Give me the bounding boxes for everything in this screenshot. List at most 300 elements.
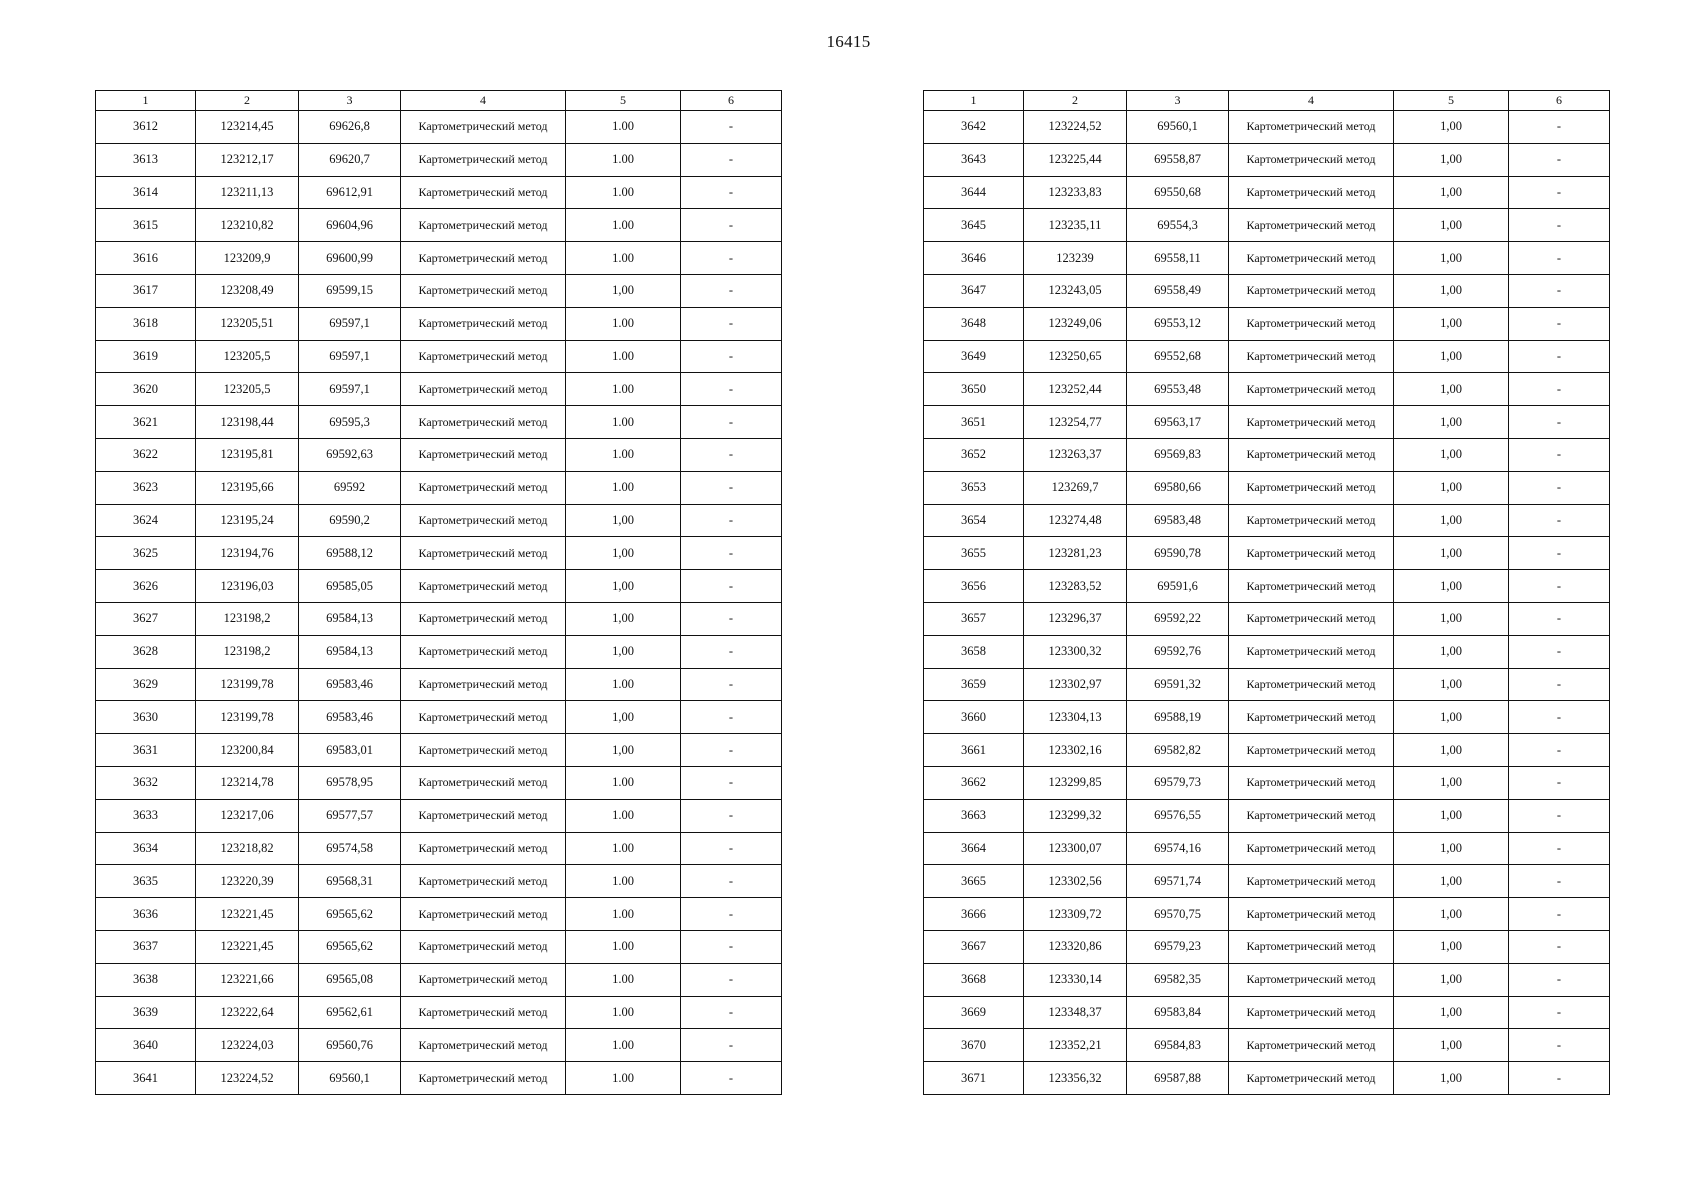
note-cell: -	[681, 602, 782, 635]
method-cell: Картометрический метод	[401, 111, 566, 144]
point-number-cell: 3617	[96, 274, 196, 307]
table-row	[924, 635, 1610, 668]
x-coordinate-cell: 123198,44	[196, 406, 299, 439]
y-coordinate-cell: 69592	[299, 471, 401, 504]
x-coordinate-cell: 123195,81	[196, 438, 299, 471]
method-cell: Картометрический метод	[401, 766, 566, 799]
method-cell: Картометрический метод	[401, 438, 566, 471]
x-coordinate-cell: 123300,07	[1024, 832, 1127, 865]
accuracy-cell: 1.00	[566, 340, 681, 373]
y-coordinate-cell: 69563,17	[1127, 406, 1229, 439]
accuracy-cell: 1.00	[566, 406, 681, 439]
method-cell: Картометрический метод	[401, 668, 566, 701]
coordinates-table-left	[95, 90, 782, 1095]
column-header-3: 3	[299, 91, 401, 111]
point-number-cell: 3637	[96, 930, 196, 963]
table-row	[924, 1029, 1610, 1062]
note-cell: -	[1509, 635, 1610, 668]
table-row	[96, 865, 782, 898]
table-row	[96, 963, 782, 996]
x-coordinate-cell: 123195,66	[196, 471, 299, 504]
accuracy-cell: 1.00	[566, 930, 681, 963]
note-cell: -	[1509, 832, 1610, 865]
x-coordinate-cell: 123249,06	[1024, 307, 1127, 340]
point-number-cell: 3648	[924, 307, 1024, 340]
accuracy-cell: 1.00	[566, 438, 681, 471]
y-coordinate-cell: 69592,63	[299, 438, 401, 471]
point-number-cell: 3650	[924, 373, 1024, 406]
method-cell: Картометрический метод	[401, 242, 566, 275]
y-coordinate-cell: 69550,68	[1127, 176, 1229, 209]
x-coordinate-cell: 123214,45	[196, 111, 299, 144]
note-cell: -	[681, 766, 782, 799]
y-coordinate-cell: 69558,87	[1127, 143, 1229, 176]
accuracy-cell: 1,00	[1394, 504, 1509, 537]
method-cell: Картометрический метод	[401, 143, 566, 176]
note-cell: -	[681, 734, 782, 767]
note-cell: -	[1509, 602, 1610, 635]
accuracy-cell: 1,00	[1394, 537, 1509, 570]
accuracy-cell: 1,00	[1394, 438, 1509, 471]
accuracy-cell: 1,00	[1394, 930, 1509, 963]
table-row	[924, 340, 1610, 373]
point-number-cell: 3658	[924, 635, 1024, 668]
y-coordinate-cell: 69558,11	[1127, 242, 1229, 275]
accuracy-cell: 1,00	[1394, 143, 1509, 176]
method-cell: Картометрический метод	[401, 602, 566, 635]
note-cell: -	[1509, 504, 1610, 537]
x-coordinate-cell: 123300,32	[1024, 635, 1127, 668]
y-coordinate-cell: 69583,01	[299, 734, 401, 767]
y-coordinate-cell: 69582,82	[1127, 734, 1229, 767]
point-number-cell: 3640	[96, 1029, 196, 1062]
method-cell: Картометрический метод	[1229, 438, 1394, 471]
y-coordinate-cell: 69583,48	[1127, 504, 1229, 537]
y-coordinate-cell: 69595,3	[299, 406, 401, 439]
method-cell: Картометрический метод	[1229, 996, 1394, 1029]
point-number-cell: 3646	[924, 242, 1024, 275]
table-row	[924, 930, 1610, 963]
point-number-cell: 3621	[96, 406, 196, 439]
point-number-cell: 3628	[96, 635, 196, 668]
note-cell: -	[1509, 1029, 1610, 1062]
table-row	[924, 209, 1610, 242]
y-coordinate-cell: 69583,46	[299, 668, 401, 701]
table-row	[96, 209, 782, 242]
method-cell: Картометрический метод	[401, 406, 566, 439]
accuracy-cell: 1,00	[566, 602, 681, 635]
x-coordinate-cell: 123235,11	[1024, 209, 1127, 242]
accuracy-cell: 1,00	[1394, 996, 1509, 1029]
y-coordinate-cell: 69583,46	[299, 701, 401, 734]
note-cell: -	[681, 471, 782, 504]
method-cell: Картометрический метод	[1229, 373, 1394, 406]
y-coordinate-cell: 69590,2	[299, 504, 401, 537]
table-row	[96, 635, 782, 668]
point-number-cell: 3670	[924, 1029, 1024, 1062]
y-coordinate-cell: 69584,83	[1127, 1029, 1229, 1062]
point-number-cell: 3668	[924, 963, 1024, 996]
note-cell: -	[1509, 406, 1610, 439]
point-number-cell: 3625	[96, 537, 196, 570]
x-coordinate-cell: 123225,44	[1024, 143, 1127, 176]
x-coordinate-cell: 123218,82	[196, 832, 299, 865]
method-cell: Картометрический метод	[1229, 734, 1394, 767]
y-coordinate-cell: 69597,1	[299, 373, 401, 406]
method-cell: Картометрический метод	[1229, 537, 1394, 570]
table-row	[924, 898, 1610, 931]
x-coordinate-cell: 123233,83	[1024, 176, 1127, 209]
note-cell: -	[1509, 537, 1610, 570]
y-coordinate-cell: 69592,22	[1127, 602, 1229, 635]
table-row	[924, 668, 1610, 701]
accuracy-cell: 1.00	[566, 176, 681, 209]
table-row	[96, 143, 782, 176]
note-cell: -	[681, 635, 782, 668]
table-row	[96, 766, 782, 799]
y-coordinate-cell: 69582,35	[1127, 963, 1229, 996]
y-coordinate-cell: 69560,76	[299, 1029, 401, 1062]
table-row	[96, 930, 782, 963]
y-coordinate-cell: 69597,1	[299, 307, 401, 340]
y-coordinate-cell: 69592,76	[1127, 635, 1229, 668]
method-cell: Картометрический метод	[401, 930, 566, 963]
method-cell: Картометрический метод	[1229, 176, 1394, 209]
method-cell: Картометрический метод	[1229, 865, 1394, 898]
method-cell: Картометрический метод	[401, 307, 566, 340]
x-coordinate-cell: 123224,03	[196, 1029, 299, 1062]
accuracy-cell: 1,00	[1394, 1029, 1509, 1062]
point-number-cell: 3623	[96, 471, 196, 504]
accuracy-cell: 1,00	[1394, 635, 1509, 668]
y-coordinate-cell: 69554,3	[1127, 209, 1229, 242]
method-cell: Картометрический метод	[401, 635, 566, 668]
x-coordinate-cell: 123221,45	[196, 930, 299, 963]
x-coordinate-cell: 123274,48	[1024, 504, 1127, 537]
accuracy-cell: 1,00	[1394, 340, 1509, 373]
x-coordinate-cell: 123239	[1024, 242, 1127, 275]
note-cell: -	[1509, 734, 1610, 767]
method-cell: Картометрический метод	[401, 570, 566, 603]
y-coordinate-cell: 69574,16	[1127, 832, 1229, 865]
table-row	[924, 963, 1610, 996]
method-cell: Картометрический метод	[1229, 635, 1394, 668]
table-row	[96, 537, 782, 570]
point-number-cell: 3636	[96, 898, 196, 931]
method-cell: Картометрический метод	[401, 504, 566, 537]
note-cell: -	[681, 373, 782, 406]
x-coordinate-cell: 123211,13	[196, 176, 299, 209]
table-row	[924, 242, 1610, 275]
method-cell: Картометрический метод	[1229, 832, 1394, 865]
method-cell: Картометрический метод	[1229, 898, 1394, 931]
point-number-cell: 3630	[96, 701, 196, 734]
coordinates-table-right	[923, 90, 1610, 1095]
method-cell: Картометрический метод	[1229, 471, 1394, 504]
column-header-2: 2	[196, 91, 299, 111]
x-coordinate-cell: 123269,7	[1024, 471, 1127, 504]
y-coordinate-cell: 69588,12	[299, 537, 401, 570]
point-number-cell: 3664	[924, 832, 1024, 865]
y-coordinate-cell: 69570,75	[1127, 898, 1229, 931]
point-number-cell: 3613	[96, 143, 196, 176]
table-row	[96, 799, 782, 832]
point-number-cell: 3632	[96, 766, 196, 799]
x-coordinate-cell: 123263,37	[1024, 438, 1127, 471]
table-row	[96, 307, 782, 340]
x-coordinate-cell: 123220,39	[196, 865, 299, 898]
point-number-cell: 3660	[924, 701, 1024, 734]
x-coordinate-cell: 123205,5	[196, 340, 299, 373]
table-row	[96, 602, 782, 635]
x-coordinate-cell: 123199,78	[196, 668, 299, 701]
point-number-cell: 3661	[924, 734, 1024, 767]
table-row	[96, 734, 782, 767]
accuracy-cell: 1.00	[566, 373, 681, 406]
table-row	[924, 832, 1610, 865]
y-coordinate-cell: 69591,32	[1127, 668, 1229, 701]
point-number-cell: 3667	[924, 930, 1024, 963]
column-header-3: 3	[1127, 91, 1229, 111]
accuracy-cell: 1.00	[566, 111, 681, 144]
x-coordinate-cell: 123320,86	[1024, 930, 1127, 963]
accuracy-cell: 1,00	[1394, 307, 1509, 340]
point-number-cell: 3618	[96, 307, 196, 340]
y-coordinate-cell: 69552,68	[1127, 340, 1229, 373]
note-cell: -	[1509, 963, 1610, 996]
column-header-6: 6	[681, 91, 782, 111]
point-number-cell: 3638	[96, 963, 196, 996]
table-row	[924, 111, 1610, 144]
table-row	[924, 307, 1610, 340]
point-number-cell: 3614	[96, 176, 196, 209]
note-cell: -	[1509, 471, 1610, 504]
method-cell: Картометрический метод	[1229, 406, 1394, 439]
accuracy-cell: 1,00	[1394, 602, 1509, 635]
y-coordinate-cell: 69590,78	[1127, 537, 1229, 570]
y-coordinate-cell: 69565,62	[299, 930, 401, 963]
accuracy-cell: 1,00	[566, 570, 681, 603]
point-number-cell: 3641	[96, 1062, 196, 1095]
note-cell: -	[1509, 766, 1610, 799]
note-cell: -	[681, 209, 782, 242]
method-cell: Картометрический метод	[401, 832, 566, 865]
accuracy-cell: 1,00	[1394, 865, 1509, 898]
point-number-cell: 3616	[96, 242, 196, 275]
note-cell: -	[681, 438, 782, 471]
y-coordinate-cell: 69604,96	[299, 209, 401, 242]
x-coordinate-cell: 123330,14	[1024, 963, 1127, 996]
y-coordinate-cell: 69565,08	[299, 963, 401, 996]
accuracy-cell: 1,00	[1394, 274, 1509, 307]
table-row	[924, 570, 1610, 603]
note-cell: -	[681, 898, 782, 931]
y-coordinate-cell: 69578,95	[299, 766, 401, 799]
method-cell: Картометрический метод	[1229, 799, 1394, 832]
y-coordinate-cell: 69568,31	[299, 865, 401, 898]
point-number-cell: 3645	[924, 209, 1024, 242]
note-cell: -	[681, 799, 782, 832]
x-coordinate-cell: 123283,52	[1024, 570, 1127, 603]
method-cell: Картометрический метод	[401, 898, 566, 931]
note-cell: -	[681, 340, 782, 373]
point-number-cell: 3651	[924, 406, 1024, 439]
x-coordinate-cell: 123356,32	[1024, 1062, 1127, 1095]
page-number: 16415	[826, 32, 871, 51]
method-cell: Картометрический метод	[401, 471, 566, 504]
method-cell: Картометрический метод	[401, 996, 566, 1029]
x-coordinate-cell: 123205,5	[196, 373, 299, 406]
point-number-cell: 3627	[96, 602, 196, 635]
x-coordinate-cell: 123214,78	[196, 766, 299, 799]
point-number-cell: 3629	[96, 668, 196, 701]
x-coordinate-cell: 123250,65	[1024, 340, 1127, 373]
y-coordinate-cell: 69626,8	[299, 111, 401, 144]
column-header-1: 1	[96, 91, 196, 111]
method-cell: Картометрический метод	[1229, 602, 1394, 635]
accuracy-cell: 1.00	[566, 766, 681, 799]
table-row	[96, 996, 782, 1029]
table-row	[924, 602, 1610, 635]
method-cell: Картометрический метод	[1229, 668, 1394, 701]
accuracy-cell: 1,00	[1394, 701, 1509, 734]
y-coordinate-cell: 69588,19	[1127, 701, 1229, 734]
x-coordinate-cell: 123352,21	[1024, 1029, 1127, 1062]
note-cell: -	[1509, 438, 1610, 471]
table-row	[924, 373, 1610, 406]
y-coordinate-cell: 69560,1	[1127, 111, 1229, 144]
point-number-cell: 3665	[924, 865, 1024, 898]
y-coordinate-cell: 69574,58	[299, 832, 401, 865]
x-coordinate-cell: 123348,37	[1024, 996, 1127, 1029]
y-coordinate-cell: 69580,66	[1127, 471, 1229, 504]
accuracy-cell: 1,00	[566, 701, 681, 734]
point-number-cell: 3662	[924, 766, 1024, 799]
column-header-1: 1	[924, 91, 1024, 111]
point-number-cell: 3653	[924, 471, 1024, 504]
method-cell: Картометрический метод	[1229, 766, 1394, 799]
table-row	[96, 176, 782, 209]
point-number-cell: 3642	[924, 111, 1024, 144]
table-row	[924, 471, 1610, 504]
accuracy-cell: 1,00	[1394, 963, 1509, 996]
note-cell: -	[1509, 209, 1610, 242]
y-coordinate-cell: 69612,91	[299, 176, 401, 209]
point-number-cell: 3669	[924, 996, 1024, 1029]
y-coordinate-cell: 69579,73	[1127, 766, 1229, 799]
x-coordinate-cell: 123302,16	[1024, 734, 1127, 767]
table-row	[924, 143, 1610, 176]
note-cell: -	[681, 242, 782, 275]
point-number-cell: 3615	[96, 209, 196, 242]
note-cell: -	[681, 1062, 782, 1095]
x-coordinate-cell: 123309,72	[1024, 898, 1127, 931]
point-number-cell: 3639	[96, 996, 196, 1029]
x-coordinate-cell: 123198,2	[196, 602, 299, 635]
method-cell: Картометрический метод	[1229, 274, 1394, 307]
table-row	[96, 504, 782, 537]
x-coordinate-cell: 123194,76	[196, 537, 299, 570]
x-coordinate-cell: 123224,52	[196, 1062, 299, 1095]
note-cell: -	[1509, 143, 1610, 176]
point-number-cell: 3633	[96, 799, 196, 832]
table-row	[924, 438, 1610, 471]
y-coordinate-cell: 69576,55	[1127, 799, 1229, 832]
accuracy-cell: 1,00	[566, 734, 681, 767]
table-row	[924, 406, 1610, 439]
x-coordinate-cell: 123199,78	[196, 701, 299, 734]
table-row	[924, 1062, 1610, 1095]
method-cell: Картометрический метод	[401, 1029, 566, 1062]
table-row	[96, 701, 782, 734]
point-number-cell: 3654	[924, 504, 1024, 537]
note-cell: -	[1509, 176, 1610, 209]
x-coordinate-cell: 123210,82	[196, 209, 299, 242]
x-coordinate-cell: 123208,49	[196, 274, 299, 307]
accuracy-cell: 1,00	[1394, 111, 1509, 144]
x-coordinate-cell: 123302,97	[1024, 668, 1127, 701]
table-row	[924, 274, 1610, 307]
accuracy-cell: 1.00	[566, 307, 681, 340]
point-number-cell: 3663	[924, 799, 1024, 832]
method-cell: Картометрический метод	[401, 340, 566, 373]
y-coordinate-cell: 69591,6	[1127, 570, 1229, 603]
x-coordinate-cell: 123209,9	[196, 242, 299, 275]
column-header-5: 5	[566, 91, 681, 111]
x-coordinate-cell: 123221,45	[196, 898, 299, 931]
x-coordinate-cell: 123252,44	[1024, 373, 1127, 406]
method-cell: Картометрический метод	[1229, 963, 1394, 996]
method-cell: Картометрический метод	[401, 734, 566, 767]
method-cell: Картометрический метод	[1229, 570, 1394, 603]
x-coordinate-cell: 123299,85	[1024, 766, 1127, 799]
point-number-cell: 3631	[96, 734, 196, 767]
method-cell: Картометрический метод	[1229, 1062, 1394, 1095]
note-cell: -	[1509, 898, 1610, 931]
accuracy-cell: 1,00	[1394, 766, 1509, 799]
point-number-cell: 3620	[96, 373, 196, 406]
note-cell: -	[1509, 996, 1610, 1029]
note-cell: -	[681, 668, 782, 701]
accuracy-cell: 1,00	[1394, 668, 1509, 701]
accuracy-cell: 1,00	[566, 504, 681, 537]
table-row	[924, 799, 1610, 832]
table-row	[96, 471, 782, 504]
method-cell: Картометрический метод	[401, 274, 566, 307]
accuracy-cell: 1,00	[1394, 734, 1509, 767]
point-number-cell: 3652	[924, 438, 1024, 471]
y-coordinate-cell: 69577,57	[299, 799, 401, 832]
accuracy-cell: 1,00	[566, 537, 681, 570]
table-row	[924, 176, 1610, 209]
y-coordinate-cell: 69562,61	[299, 996, 401, 1029]
x-coordinate-cell: 123302,56	[1024, 865, 1127, 898]
y-coordinate-cell: 69620,7	[299, 143, 401, 176]
table-row	[924, 996, 1610, 1029]
point-number-cell: 3619	[96, 340, 196, 373]
accuracy-cell: 1.00	[566, 242, 681, 275]
note-cell: -	[1509, 865, 1610, 898]
accuracy-cell: 1,00	[1394, 209, 1509, 242]
note-cell: -	[1509, 570, 1610, 603]
y-coordinate-cell: 69553,12	[1127, 307, 1229, 340]
x-coordinate-cell: 123243,05	[1024, 274, 1127, 307]
y-coordinate-cell: 69569,83	[1127, 438, 1229, 471]
note-cell: -	[681, 832, 782, 865]
note-cell: -	[681, 570, 782, 603]
method-cell: Картометрический метод	[1229, 1029, 1394, 1062]
point-number-cell: 3649	[924, 340, 1024, 373]
